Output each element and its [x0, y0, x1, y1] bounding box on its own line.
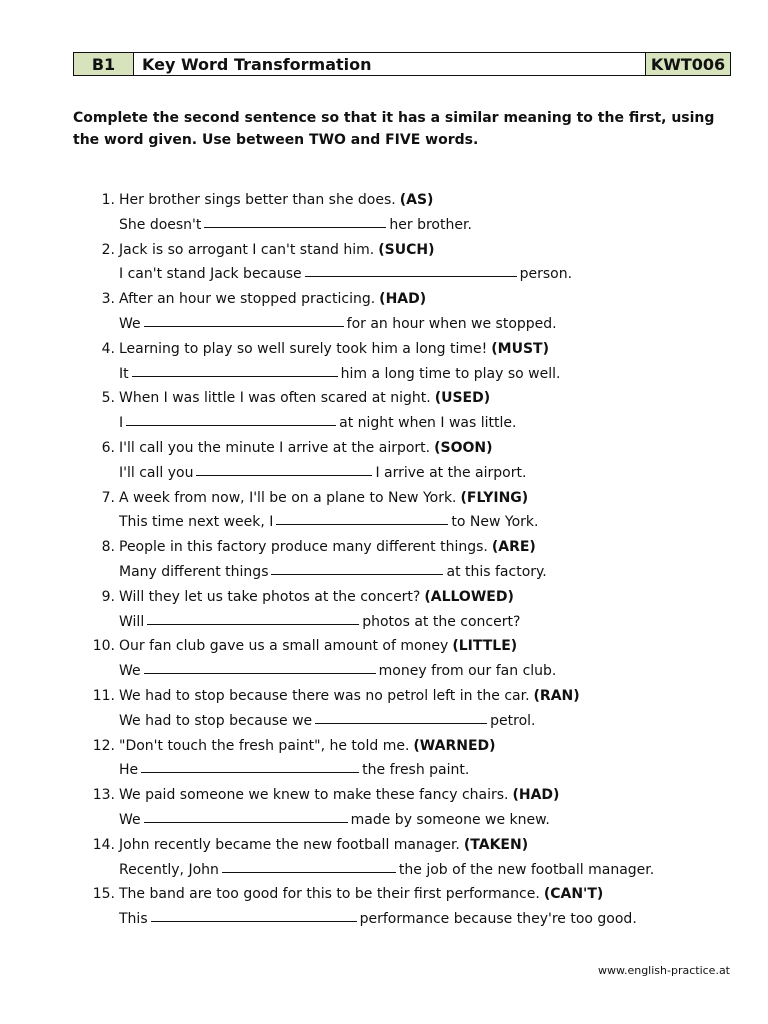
original-sentence: We had to stop because there was no petrol left in the car.	[119, 687, 530, 704]
indent-spacer	[73, 312, 119, 337]
exercise-item	[73, 833, 733, 883]
worksheet-title: Key Word Transformation	[134, 53, 646, 75]
sentence-end: her brother.	[389, 216, 472, 233]
transformation-line	[73, 510, 733, 535]
item-number: 4.	[101, 340, 115, 357]
original-sentence-line	[73, 386, 733, 411]
exercise-item	[73, 585, 733, 635]
key-word: (WARNED)	[413, 737, 496, 754]
sentence-start: He	[119, 762, 139, 779]
original-sentence: People in this factory produce many different things.	[119, 539, 488, 556]
sentence-start: She doesn't	[119, 216, 202, 233]
indent-spacer	[73, 808, 119, 833]
original-sentence: Our fan club gave us a small amount of money	[119, 638, 449, 655]
item-number: 9.	[101, 588, 115, 605]
transformation-line	[73, 411, 733, 436]
sentence-start: Many different things	[119, 563, 269, 580]
original-sentence: I'll call you the minute I arrive at the airport.	[119, 439, 431, 456]
exercise-item	[73, 783, 733, 833]
sentence-end: performance because they're too good.	[359, 911, 637, 928]
original-sentence: John recently became the new football manager.	[119, 836, 460, 853]
exercise-item	[73, 386, 733, 436]
exercise-item	[73, 535, 733, 585]
transformation-line	[73, 907, 733, 932]
answer-blank[interactable]	[144, 312, 344, 327]
sentence-start: I	[119, 415, 124, 432]
original-sentence: Learning to play so well surely took him a long time!	[119, 340, 488, 357]
sentence-start: We	[119, 315, 141, 332]
original-sentence-line	[73, 238, 733, 263]
sentence-end: the job of the new football manager.	[398, 861, 655, 878]
item-number: 7.	[101, 489, 115, 506]
exercise-item	[73, 684, 733, 734]
exercise-item	[73, 238, 733, 288]
original-sentence-line	[73, 783, 733, 808]
sentence-start: I'll call you	[119, 464, 194, 481]
original-sentence-line	[73, 188, 733, 213]
sentence-start: We	[119, 811, 141, 828]
answer-blank[interactable]	[132, 362, 338, 377]
item-number: 14.	[92, 836, 115, 853]
worksheet-code: KWT006	[646, 53, 730, 75]
answer-blank[interactable]	[271, 560, 443, 575]
indent-spacer	[73, 461, 119, 486]
transformation-line	[73, 461, 733, 486]
original-sentence-line	[73, 436, 733, 461]
footer-website: www.english-practice.at	[597, 964, 730, 977]
original-sentence: After an hour we stopped practicing.	[119, 291, 376, 308]
sentence-end: him a long time to play so well.	[340, 365, 561, 382]
indent-spacer	[73, 758, 119, 783]
answer-blank[interactable]	[126, 411, 336, 426]
original-sentence-line	[73, 684, 733, 709]
sentence-end: the fresh paint.	[362, 762, 470, 779]
sentence-start: We	[119, 663, 141, 680]
transformation-line	[73, 758, 733, 783]
indent-spacer	[73, 262, 119, 287]
answer-blank[interactable]	[144, 808, 348, 823]
sentence-end: made by someone we knew.	[350, 811, 550, 828]
transformation-line	[73, 610, 733, 635]
sentence-start: We had to stop because we	[119, 712, 313, 729]
key-word: (ARE)	[491, 539, 536, 556]
item-number: 10.	[92, 638, 115, 655]
answer-blank[interactable]	[144, 659, 376, 674]
key-word: (RAN)	[533, 687, 580, 704]
key-word: (CAN'T)	[543, 886, 604, 903]
item-number: 5.	[101, 390, 115, 407]
sentence-end: petrol.	[490, 712, 536, 729]
sentence-start: Will	[119, 613, 145, 630]
instructions: Complete the second sentence so that it has a similar meaning to the first, using the word given. Use between TWO and FIVE words.	[73, 110, 715, 148]
answer-blank[interactable]	[315, 709, 487, 724]
indent-spacer	[73, 610, 119, 635]
original-sentence-line	[73, 634, 733, 659]
key-word: (SUCH)	[378, 241, 435, 258]
original-sentence-line	[73, 287, 733, 312]
key-word: (AS)	[399, 192, 434, 208]
exercise-list	[73, 188, 733, 932]
item-number: 11.	[92, 687, 115, 704]
original-sentence: Jack is so arrogant I can't stand him.	[119, 241, 375, 258]
sentence-end: at this factory.	[446, 563, 547, 580]
original-sentence: A week from now, I'll be on a plane to New York.	[119, 489, 457, 506]
original-sentence-line	[73, 535, 733, 560]
original-sentence: We paid someone we knew to make these fancy chairs.	[119, 787, 509, 804]
sentence-start: It	[119, 365, 129, 382]
level-cell: B1	[74, 53, 134, 75]
transformation-line	[73, 213, 733, 238]
answer-blank[interactable]	[196, 461, 372, 476]
item-number: 8.	[101, 539, 115, 556]
sentence-end: I arrive at the airport.	[375, 464, 527, 481]
original-sentence-line	[73, 833, 733, 858]
indent-spacer	[73, 213, 119, 238]
answer-blank[interactable]	[147, 610, 359, 625]
key-word: (FLYING)	[460, 489, 529, 506]
original-sentence: Will they let us take photos at the concert?	[119, 588, 421, 605]
key-word: (TAKEN)	[463, 836, 529, 853]
item-number: 12.	[92, 737, 115, 754]
answer-blank[interactable]	[151, 907, 357, 922]
indent-spacer	[73, 510, 119, 535]
transformation-line	[73, 362, 733, 387]
exercise-item	[73, 882, 733, 932]
sentence-end: for an hour when we stopped.	[346, 315, 557, 332]
indent-spacer	[73, 709, 119, 734]
transformation-line	[73, 262, 733, 287]
sentence-start: I can't stand Jack because	[119, 266, 302, 283]
exercise-item	[73, 734, 733, 784]
indent-spacer	[73, 362, 119, 387]
exercise-item	[73, 287, 733, 337]
sentence-end: to New York.	[451, 514, 539, 531]
item-number: 6.	[101, 439, 115, 456]
key-word: (SOON)	[434, 439, 493, 456]
sentence-end: money from our fan club.	[378, 663, 557, 680]
transformation-line	[73, 709, 733, 734]
sentence-end: person.	[519, 266, 573, 283]
original-sentence: The band are too good for this to be their first performance.	[119, 886, 540, 903]
sentence-start: This time next week, I	[119, 514, 274, 531]
worksheet-header	[73, 52, 731, 76]
original-sentence-line	[73, 734, 733, 759]
sentence-end: photos at the concert?	[362, 613, 521, 630]
transformation-line	[73, 560, 733, 585]
original-sentence-line	[73, 585, 733, 610]
original-sentence-line	[73, 882, 733, 907]
key-word: (HAD)	[512, 787, 560, 804]
answer-blank[interactable]	[305, 262, 517, 277]
original-sentence: Her brother sings better than she does.	[119, 192, 396, 208]
sentence-start: This	[119, 911, 148, 928]
exercise-item	[73, 188, 733, 238]
exercise-item	[73, 486, 733, 536]
answer-blank[interactable]	[204, 213, 386, 228]
item-number: 1.	[101, 192, 115, 208]
transformation-line	[73, 858, 733, 883]
answer-blank[interactable]	[141, 758, 359, 773]
key-word: (USED)	[434, 390, 491, 407]
exercise-item	[73, 337, 733, 387]
key-word: (LITTLE)	[452, 638, 518, 655]
item-number: 13.	[92, 787, 115, 804]
indent-spacer	[73, 659, 119, 684]
original-sentence: "Don't touch the fresh paint", he told me.	[119, 737, 410, 754]
item-number: 15.	[92, 886, 115, 903]
item-number: 2.	[101, 241, 115, 258]
transformation-line	[73, 312, 733, 337]
original-sentence-line	[73, 337, 733, 362]
indent-spacer	[73, 411, 119, 436]
indent-spacer	[73, 560, 119, 585]
key-word: (ALLOWED)	[424, 588, 514, 605]
item-number: 3.	[101, 291, 115, 308]
key-word: (MUST)	[491, 340, 549, 357]
answer-blank[interactable]	[276, 510, 448, 525]
transformation-line	[73, 808, 733, 833]
sentence-start: Recently, John	[119, 861, 219, 878]
sentence-end: at night when I was little.	[339, 415, 517, 432]
original-sentence: When I was little I was often scared at night.	[119, 390, 431, 407]
exercise-item	[73, 634, 733, 684]
indent-spacer	[73, 907, 119, 932]
answer-blank[interactable]	[222, 858, 396, 873]
exercise-item	[73, 436, 733, 486]
transformation-line	[73, 659, 733, 684]
indent-spacer	[73, 858, 119, 883]
original-sentence-line	[73, 486, 733, 511]
key-word: (HAD)	[379, 291, 427, 308]
